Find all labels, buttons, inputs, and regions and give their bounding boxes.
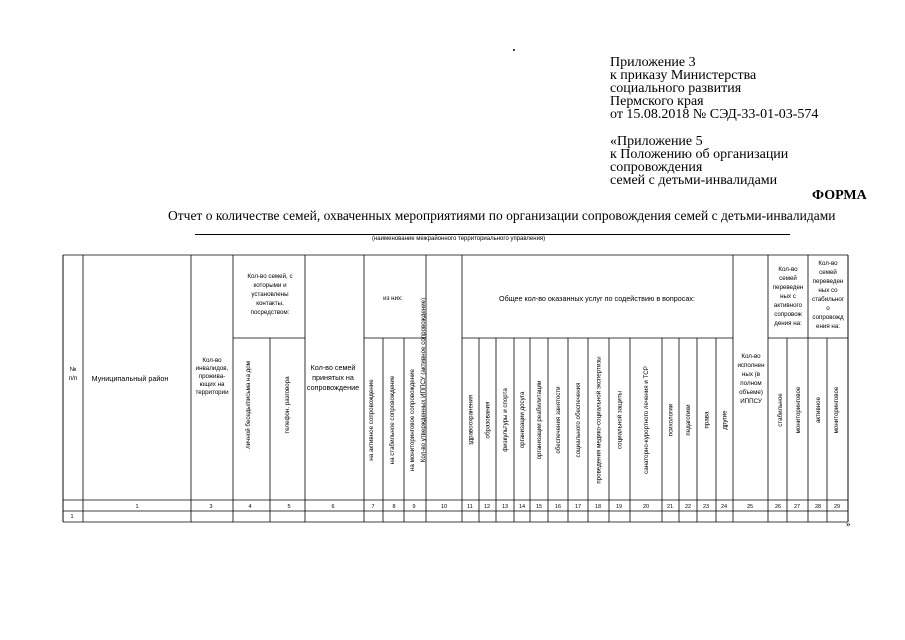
header-fulfilled: полном xyxy=(740,380,762,387)
header-fulfilled: объеме) xyxy=(739,389,763,396)
header-stable: на стабильное сопровождение xyxy=(389,375,396,465)
row-number: 1 xyxy=(70,514,74,520)
column-number: 6 xyxy=(331,504,335,510)
column-number: 5 xyxy=(287,504,291,510)
column-number: 7 xyxy=(371,504,375,510)
header-num: № xyxy=(69,366,77,373)
column-number: 18 xyxy=(594,504,602,510)
annex-line: «Приложение 5 xyxy=(610,134,703,149)
header-service-12: педагогики xyxy=(685,404,692,436)
column-number: 14 xyxy=(518,504,526,510)
header-service-3: физкультуры и спорта xyxy=(502,388,509,452)
header-to-monitoring: мониторинговое xyxy=(795,386,802,434)
column-number: 27 xyxy=(793,504,801,510)
header-service-1: здравоохранения xyxy=(467,394,475,446)
header-from-stable: ных со xyxy=(818,287,838,294)
header-service-11: психологии xyxy=(667,403,675,437)
column-number: 23 xyxy=(702,504,710,510)
table-grid xyxy=(63,255,848,522)
column-number: 15 xyxy=(535,504,543,510)
header-accepted: Кол-во семей xyxy=(310,363,356,372)
header-from-stable: сопровожд xyxy=(812,314,844,321)
header-service-9: социальной защиты xyxy=(616,390,624,450)
column-number: 3 xyxy=(209,504,213,510)
header-active: на активное сопровождение xyxy=(368,379,375,461)
header-municipality: Муниципальный район xyxy=(91,374,169,383)
header-from-stable: стабильног xyxy=(811,296,845,303)
column-number: 29 xyxy=(833,504,841,510)
header-from-stable: переведен xyxy=(812,278,844,285)
header-from-stable: Кол-во xyxy=(818,260,838,267)
report-title: Отчет о количестве семей, охваченных мероприятиями по организации сопровождения семей с детьми-инвалидами xyxy=(168,208,836,223)
header-contacts: посредством: xyxy=(250,309,290,316)
header-to-stable: стабильное xyxy=(777,393,784,427)
column-number: 20 xyxy=(642,504,650,510)
header-from-stable: о xyxy=(826,305,830,312)
annex-line: от 15.08.2018 № СЭД-33-01-03-574 xyxy=(610,107,819,122)
header-from-active: Кол-во xyxy=(778,266,798,273)
header-from-active: переведен xyxy=(772,284,804,291)
header-fulfilled: ИППСУ xyxy=(740,398,762,405)
header-accepted: сопровождение xyxy=(306,383,360,392)
annex-line: семей с детьми-инвалидами xyxy=(610,173,778,188)
annex-line: социального развития xyxy=(610,81,742,96)
header-contacts: которыми и xyxy=(253,282,287,289)
header-from-active: ных с xyxy=(780,293,796,300)
column-number: 4 xyxy=(248,504,252,510)
header-service-6: обеспечения занятости xyxy=(555,386,562,454)
column-number: 1 xyxy=(135,504,139,510)
header-living: ющих на xyxy=(199,381,225,388)
header-from-active: активного xyxy=(773,302,803,309)
column-number: 10 xyxy=(440,504,448,510)
form-label: ФОРМА xyxy=(812,188,867,203)
closing-quote: » xyxy=(846,519,851,529)
header-to-active: активное xyxy=(815,396,822,424)
header-contacts: Кол-во семей, с xyxy=(247,273,293,280)
services-sub-headers xyxy=(468,356,729,484)
column-number: 22 xyxy=(684,504,692,510)
header-living: инвалидов, xyxy=(195,365,229,372)
column-number: 11 xyxy=(467,504,473,510)
column-number: 12 xyxy=(483,504,491,510)
column-number: 13 xyxy=(501,504,509,510)
annex-line: к приказу Министерства xyxy=(610,68,757,83)
header-from-active: дения на: xyxy=(774,320,802,327)
column-number: 17 xyxy=(574,504,582,510)
header-fulfilled: ных (в xyxy=(741,371,761,378)
column-number: 9 xyxy=(412,504,416,510)
header-services: Общее кол-во оказанных услуг по содействию в вопросах: xyxy=(499,294,695,303)
column-number: 25 xyxy=(746,504,754,510)
header-service-2: образования xyxy=(484,401,492,439)
header-to-monitoring-2: мониторинговое xyxy=(833,386,840,434)
annex-line: Приложение 3 xyxy=(610,55,696,70)
column-number: 8 xyxy=(392,504,396,510)
column-numbers xyxy=(135,504,840,510)
table-headers xyxy=(69,260,845,484)
column-number: 24 xyxy=(720,504,728,510)
header-ippsu: Кол-во утвержденных ИППСУ (активное сопровождение) xyxy=(420,297,427,463)
header-service-13: права xyxy=(703,411,711,429)
annex-line: к Положению об организации xyxy=(610,147,789,162)
header-monitoring: на мониторинговое сопровождение xyxy=(409,369,416,471)
header-service-10: санаторно-курортного лечения и ТСР xyxy=(643,366,650,474)
header-fulfilled: исполнен xyxy=(737,362,765,369)
column-number: 21 xyxy=(666,504,674,510)
annex-line: сопровождения xyxy=(610,160,703,175)
column-number: 16 xyxy=(554,504,562,510)
fill-in-caption: (наименование межрайонного территориального управления) xyxy=(372,236,546,242)
header-living: территории xyxy=(195,389,229,396)
header-living: прожива- xyxy=(198,373,226,380)
column-number: 26 xyxy=(774,504,782,510)
header-service-8: проведения медико-социальной экспертизы xyxy=(595,356,603,484)
header-contacts: установлены xyxy=(251,291,289,298)
header-num: п/п xyxy=(68,375,78,382)
header-fulfilled: Кол-во xyxy=(741,353,761,360)
header-accepted: принятых на xyxy=(312,373,354,382)
header-service-14: другие xyxy=(721,410,729,430)
header-service-5: организации реабилитации xyxy=(536,380,543,460)
header-from-stable: семей xyxy=(819,269,837,276)
column-number: 19 xyxy=(615,504,623,510)
header-from-stable: ения на: xyxy=(816,323,840,330)
header-contacts-letter: личной беседы/письма на дом xyxy=(245,361,252,449)
header-contacts-phone: телефон. разговора xyxy=(284,376,291,434)
header-living: Кол-во xyxy=(202,357,222,364)
header-of-them: из них: xyxy=(383,295,403,302)
header-service-7: социального обеспечения xyxy=(575,382,582,458)
header-service-4: организации досуга xyxy=(519,391,526,449)
header-from-active: семей xyxy=(779,275,797,282)
column-number: 28 xyxy=(814,504,822,510)
header-contacts: контакты, xyxy=(256,300,284,307)
annex-line: Пермского края xyxy=(610,94,704,109)
header-from-active: сопровож xyxy=(774,311,802,318)
